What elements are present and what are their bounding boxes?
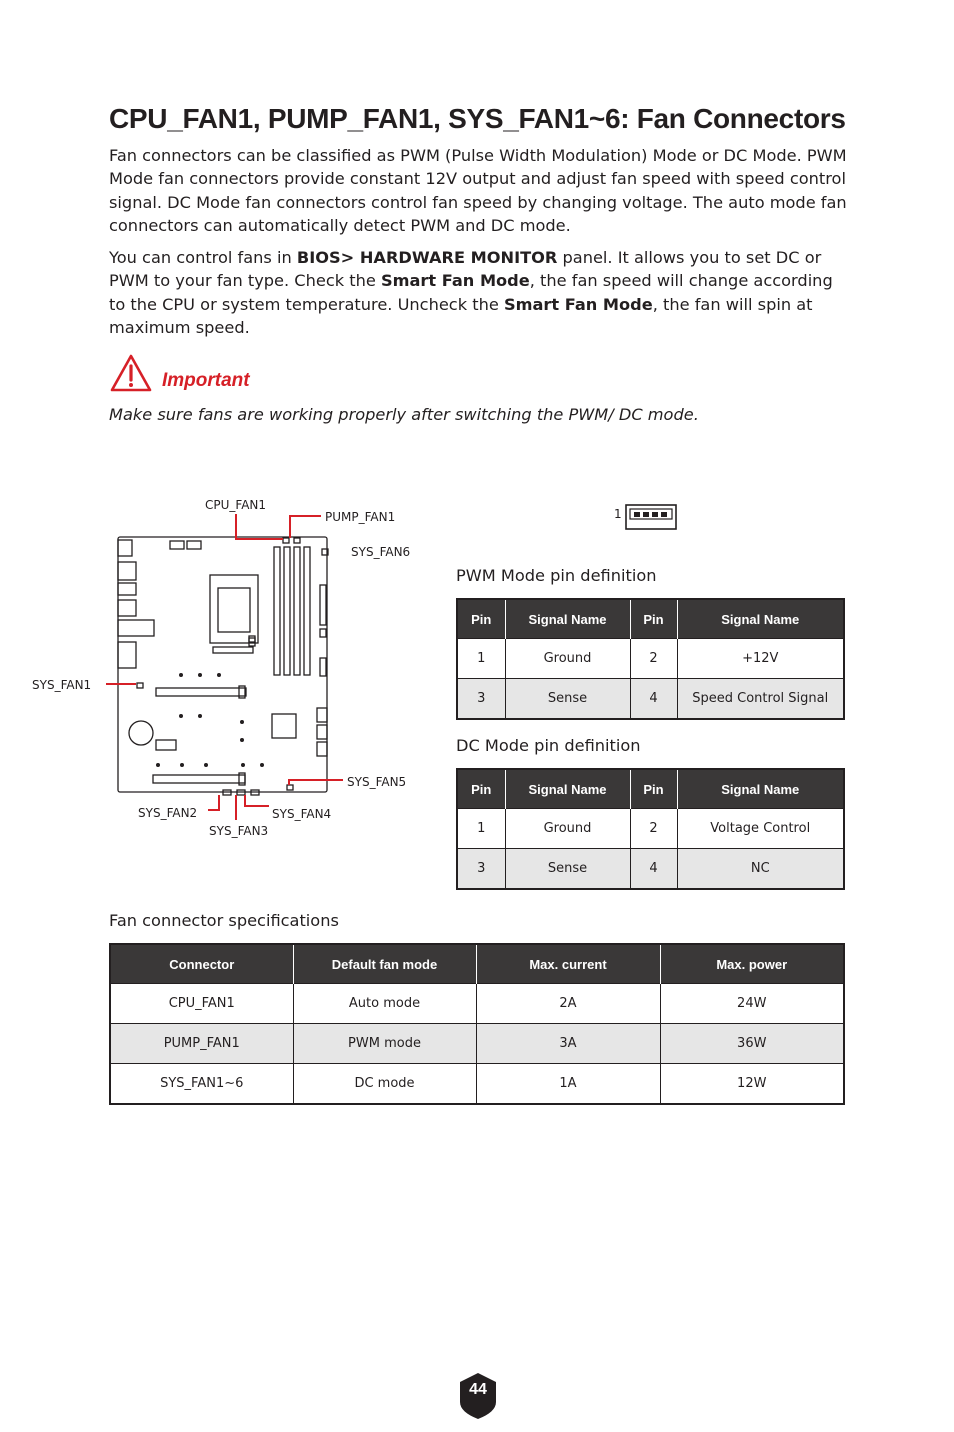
column-header: Max. power [660, 944, 844, 984]
table-cell: 36W [660, 1024, 844, 1064]
table-cell: 3 [457, 849, 505, 890]
control-text-4: , the fan will spin at maximum speed. [109, 294, 813, 337]
label-cpu-fan1: CPU_FAN1 [205, 498, 267, 512]
table-cell: Sense [505, 849, 630, 890]
table-row [457, 809, 844, 849]
column-header: Signal Name [505, 769, 630, 809]
motherboard-diagram [25, 490, 425, 850]
pwm-section-label: PWM Mode pin definition [456, 566, 657, 585]
label-sys-fan1: SYS_FAN1 [32, 678, 92, 692]
page-title: CPU_FAN1, PUMP_FAN1, SYS_FAN1~6: Fan Connectors [109, 103, 846, 134]
table-cell: NC [677, 849, 844, 890]
table-row [457, 639, 844, 679]
column-header: Connector [110, 944, 293, 984]
dc-section-label: DC Mode pin definition [456, 736, 641, 755]
important-label: Important [162, 370, 250, 391]
pwm-pin-table [456, 598, 845, 720]
table-cell: Sense [505, 679, 630, 720]
column-header: Pin [457, 769, 505, 809]
page-number-badge [458, 1372, 498, 1420]
table-row [457, 679, 844, 720]
control-text-2: panel. It allows you to set DC or PWM to your fan type. Check the [109, 248, 822, 291]
table-cell: 2 [630, 639, 677, 679]
table-cell: 3A [476, 1024, 660, 1064]
table-cell: 12W [660, 1064, 844, 1105]
table-cell: Ground [505, 639, 630, 679]
label-sys-fan3: SYS_FAN3 [209, 824, 269, 838]
bios-path: BIOS> HARDWARE MONITOR [296, 248, 558, 267]
table-cell: CPU_FAN1 [110, 984, 293, 1024]
table-cell: 1A [476, 1064, 660, 1105]
fan-spec-table [109, 943, 845, 1105]
control-text-3: , the fan speed will change according to the CPU or system temperature. Uncheck the [109, 271, 833, 314]
column-header: Default fan mode [293, 944, 476, 984]
table-cell: 1 [457, 809, 505, 849]
table-cell: DC mode [293, 1064, 476, 1105]
label-sys-fan4: SYS_FAN4 [272, 807, 332, 821]
column-header: Pin [457, 599, 505, 639]
table-cell: 4 [630, 849, 677, 890]
table-row [110, 1024, 844, 1064]
fan-header-pin-diagram [612, 500, 682, 536]
column-header: Signal Name [505, 599, 630, 639]
label-sys-fan6: SYS_FAN6 [351, 545, 411, 559]
control-text-1: You can control fans in [109, 248, 297, 267]
table-cell: PUMP_FAN1 [110, 1024, 293, 1064]
intro-paragraph: Fan connectors can be classified as PWM (Pulse Width Modulation) Mode or DC Mode. PWM Mode fan connectors provide constant 12V output and adjust fan speed with speed control signal. DC Mode fan connectors control fan speed by changing voltage. The auto mode fan connectors can automatically detect PWM and DC mode. [109, 146, 847, 235]
table-cell: 3 [457, 679, 505, 720]
table-cell: SYS_FAN1~6 [110, 1064, 293, 1105]
label-sys-fan5: SYS_FAN5 [347, 775, 407, 789]
table-row [110, 1064, 844, 1105]
control-paragraph [109, 246, 849, 339]
table-row [457, 849, 844, 890]
table-cell: 24W [660, 984, 844, 1024]
pin-one-label: 1 [614, 507, 622, 521]
table-cell: Ground [505, 809, 630, 849]
table-cell: 2 [630, 809, 677, 849]
table-cell: PWM mode [293, 1024, 476, 1064]
column-header: Signal Name [677, 769, 844, 809]
dc-pin-table [456, 768, 845, 890]
table-cell: 2A [476, 984, 660, 1024]
column-header: Pin [630, 599, 677, 639]
smart-fan-mode-1: Smart Fan Mode [380, 271, 530, 291]
table-cell: Speed Control Signal [677, 679, 844, 720]
spec-section-label: Fan connector specifications [109, 911, 339, 930]
column-header: Max. current [476, 944, 660, 984]
column-header: Signal Name [677, 599, 844, 639]
column-header: Pin [630, 769, 677, 809]
smart-fan-mode-2: Smart Fan Mode [503, 294, 653, 314]
page-number: 44 [469, 1381, 487, 1398]
table-cell: 1 [457, 639, 505, 679]
important-note: Make sure fans are working properly after switching the PWM/ DC mode. [109, 405, 699, 424]
label-pump-fan1: PUMP_FAN1 [325, 510, 396, 524]
table-cell: +12V [677, 639, 844, 679]
warning-icon [110, 353, 152, 393]
table-cell: Auto mode [293, 984, 476, 1024]
table-row [110, 984, 844, 1024]
table-cell: Voltage Control [677, 809, 844, 849]
label-sys-fan2: SYS_FAN2 [138, 806, 198, 820]
table-cell: 4 [630, 679, 677, 720]
